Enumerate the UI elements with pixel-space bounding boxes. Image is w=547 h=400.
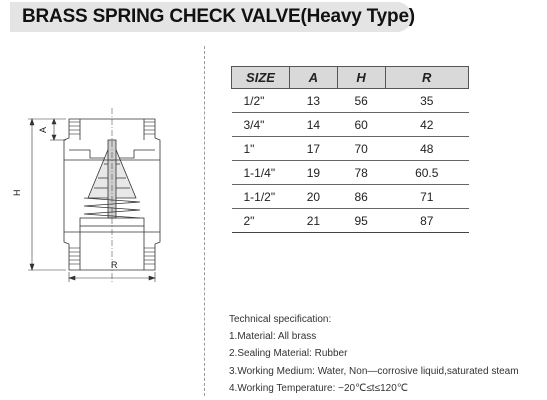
- cell-h: 70: [337, 137, 385, 161]
- cell-a: 20: [290, 185, 338, 209]
- tech-spec-item: 2.Sealing Material: Rubber: [229, 348, 348, 360]
- tech-spec-item: 4.Working Temperature: −20℃≤t≤120℃: [229, 382, 408, 394]
- table-row: [232, 185, 469, 209]
- cell-r: 35: [385, 89, 469, 113]
- tech-spec-item: 3.Working Medium: Water, Non—corrosive liquid,saturated steam: [229, 365, 519, 377]
- cell-size: 1": [232, 137, 290, 161]
- header-size: SIZE: [232, 67, 290, 89]
- cell-a: 21: [306, 213, 321, 228]
- dim-label-h: H: [12, 189, 22, 196]
- cell-h: 95: [354, 213, 368, 228]
- dim-label-r: R: [111, 260, 118, 270]
- table-row: [232, 161, 469, 185]
- table-row: [232, 209, 469, 233]
- technical-specification: [229, 311, 519, 397]
- header-r: R: [385, 67, 469, 89]
- valve-drawing: [0, 100, 200, 290]
- cell-r: 42: [385, 113, 469, 137]
- cell-size: 1-1/4": [232, 161, 290, 185]
- cell-size: 2": [243, 213, 255, 228]
- vertical-divider: [204, 46, 205, 396]
- cell-h: 56: [337, 89, 385, 113]
- tech-spec-item: 1.Material: All brass: [229, 331, 317, 343]
- title-banner: [10, 2, 415, 32]
- cell-a: 17: [290, 137, 338, 161]
- cell-r: 60.5: [385, 161, 469, 185]
- cell-r: 71: [385, 185, 469, 209]
- header-h: H: [337, 67, 385, 89]
- cell-h: 60: [337, 113, 385, 137]
- cell-a: 19: [290, 161, 338, 185]
- cell-a: 14: [290, 113, 338, 137]
- cell-h: 86: [337, 185, 385, 209]
- cell-size: 1-1/2": [232, 185, 290, 209]
- table-row: [232, 113, 469, 137]
- table-row: [232, 137, 469, 161]
- cell-h: 78: [337, 161, 385, 185]
- cell-r: 87: [420, 213, 434, 228]
- table-row: [232, 89, 469, 113]
- cell-a: 13: [290, 89, 338, 113]
- cell-size: 1/2": [232, 89, 290, 113]
- dimension-table: [231, 66, 469, 233]
- product-title: BRASS SPRING CHECK VALVE(Heavy Type): [22, 6, 415, 27]
- cell-r: 48: [385, 137, 469, 161]
- dim-label-a: A: [38, 126, 48, 133]
- header-a: A: [290, 67, 338, 89]
- table-header-row: [232, 67, 469, 89]
- cell-size: 3/4": [232, 113, 290, 137]
- tech-spec-heading: Technical specification:: [229, 314, 332, 325]
